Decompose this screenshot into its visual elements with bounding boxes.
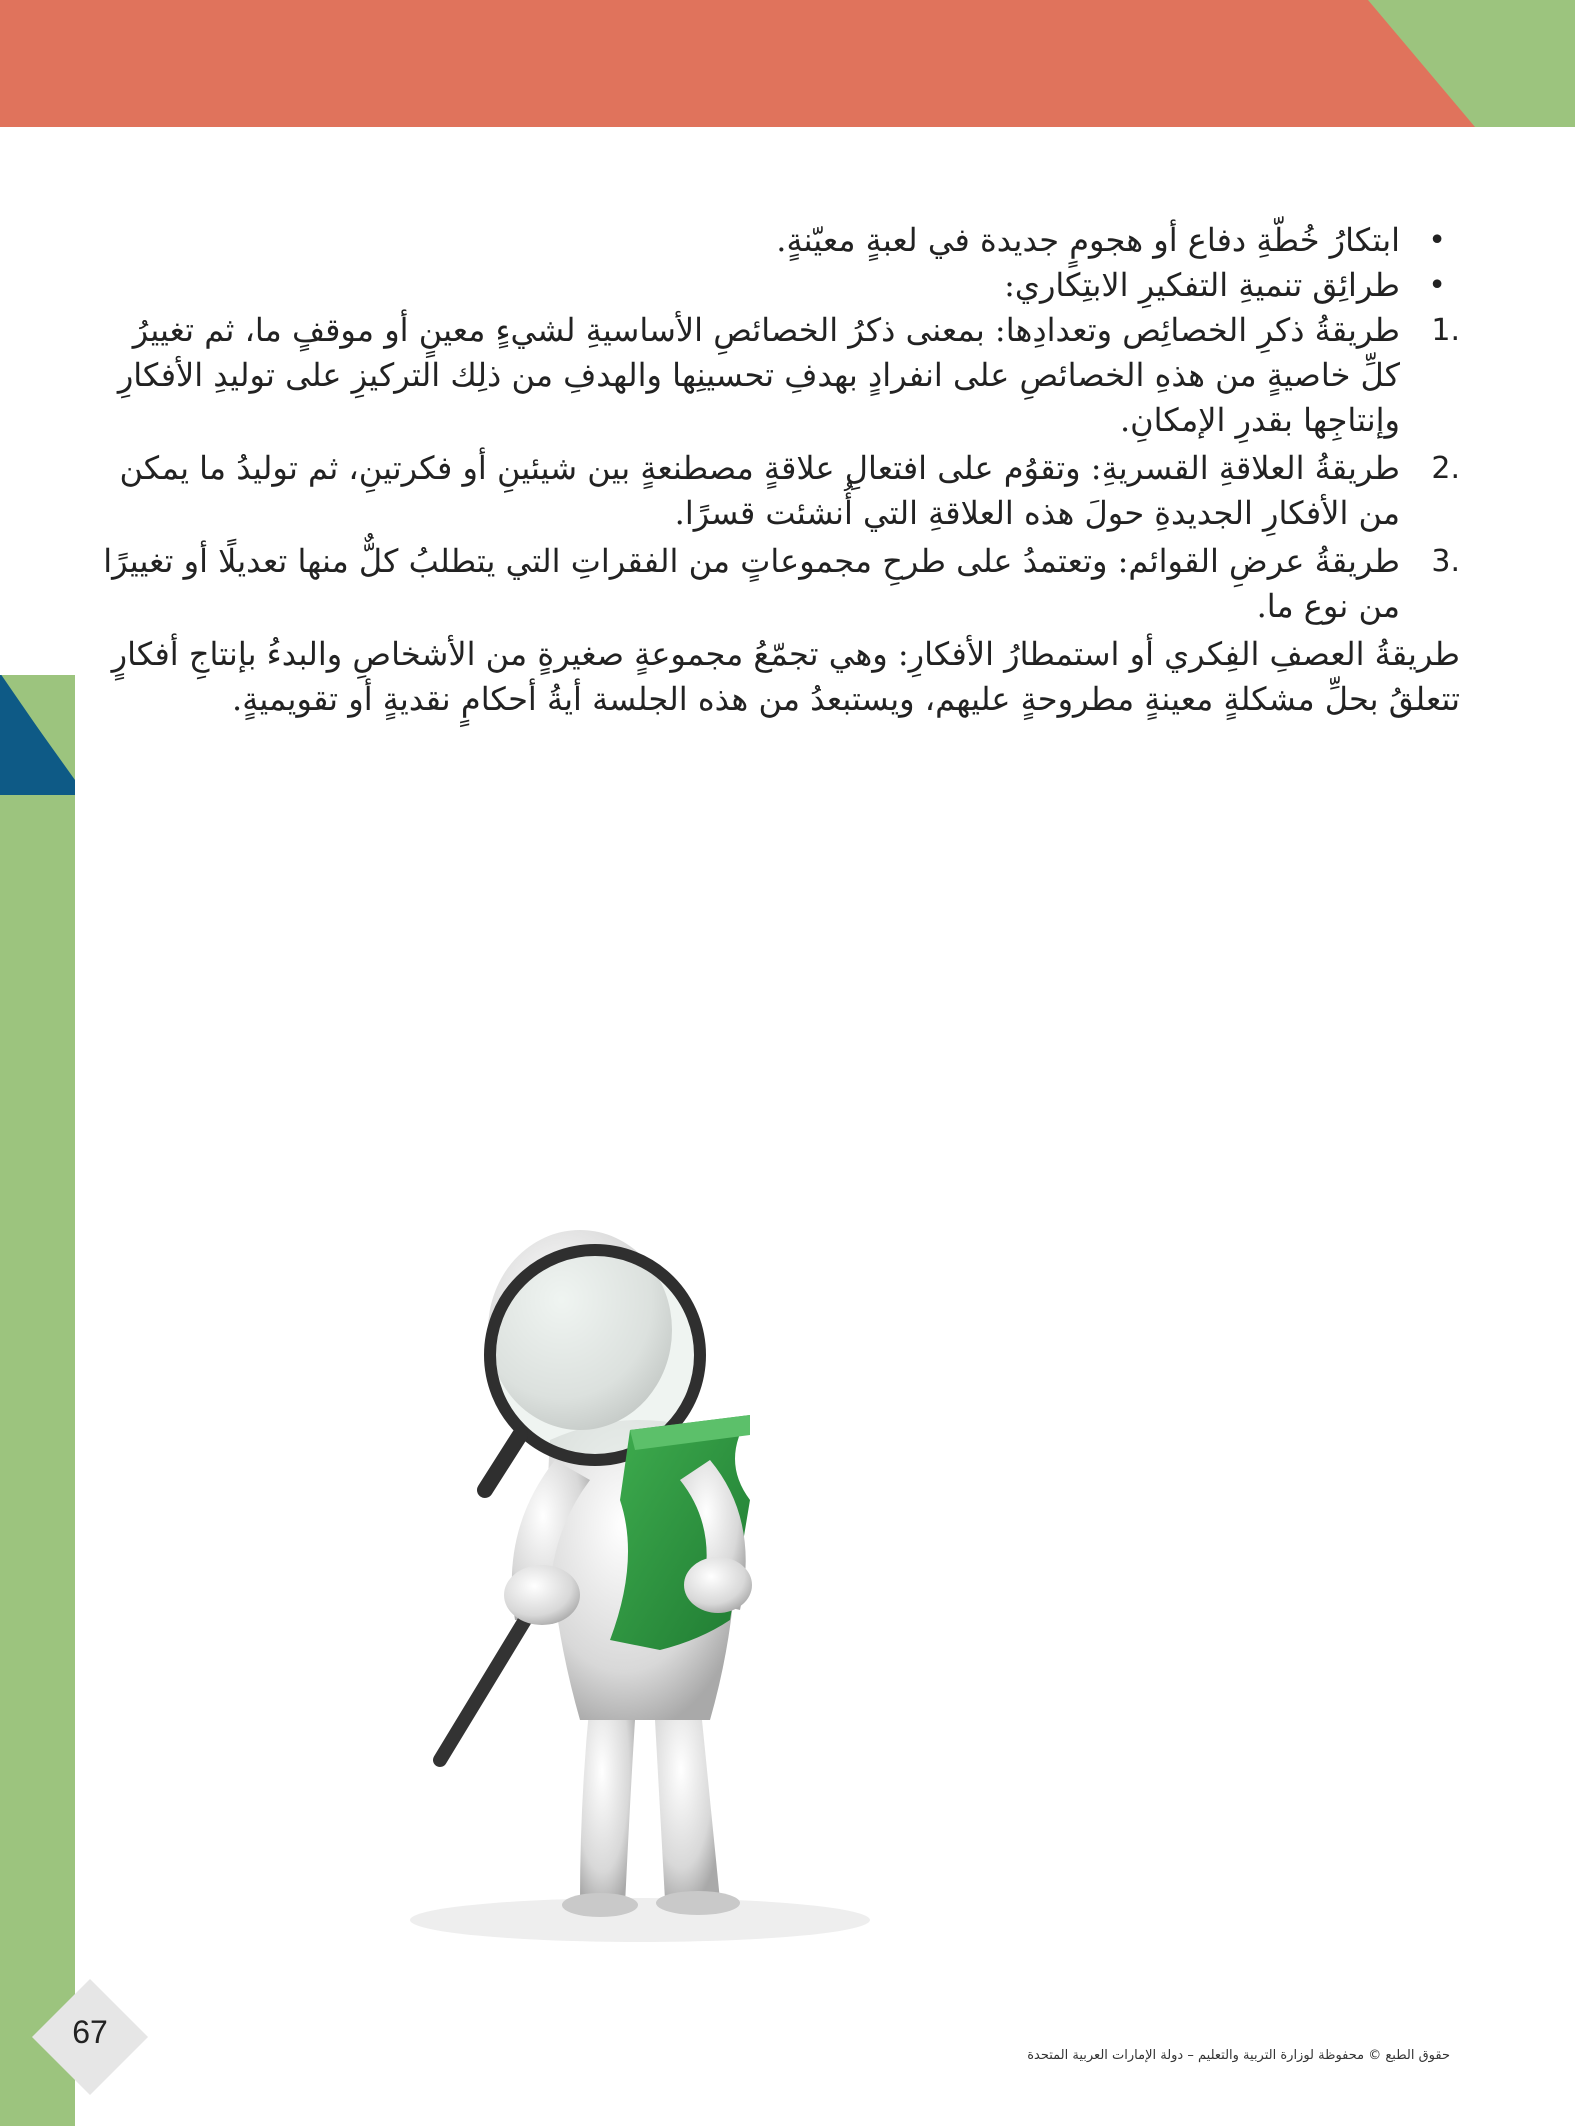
bullet-list (100, 218, 1460, 308)
method-number: 3. (1431, 544, 1460, 579)
page-number: 67 (72, 2014, 108, 2050)
method-item (100, 308, 1460, 443)
methods-list (100, 308, 1460, 629)
method-number: 1. (1431, 313, 1460, 348)
method-text: طريقةُ ذكرِ الخصائِص وتعدادِها: بمعنى ذكرُ الخصائصِ الأساسيةِ لشيءٍ معينٍ أو موقفٍ ما، ثم تغييرُ كلِّ خاصيةٍ من هذهِ الخصائصِ على انفرادٍ بهدفِ تحسينِها والهدفِ من ذلِك التركيزِ على توليدِ الأفكارِ وإنتاجِها بقدرِ الإمكانِ. (117, 311, 1400, 439)
person-magnifier-illustration (280, 1200, 1000, 1960)
method-item (100, 446, 1460, 536)
method-number: 2. (1431, 451, 1460, 486)
method-text: طريقةُ العلاقةِ القسريةِ: وتقوُم على افتعالِ علاقةٍ مصطنعةٍ بين شيئينِ أو فكرتينِ، ثم توليدُ ما يمكن من الأفكارِ الجديدةِ حولَ هذه العلاقةِ التي أُنشئت قسرًا. (119, 449, 1400, 532)
copyright-footer: حقوق الطبع © محفوظة لوزارة التربية والتعليم – دولة الإمارات العربية المتحدة (1027, 2048, 1450, 2063)
header-banner (0, 0, 1575, 127)
side-strip (0, 675, 75, 2126)
brainstorm-paragraph: طريقةُ العصفِ الفِكري أو استمطارُ الأفكارِ: وهي تجمّعُ مجموعةٍ صغيرةٍ من الأشخاصِ والبدءُ بإنتاجِ أفكارٍ تتعلقُ بحلِّ مشكلةٍ معينةٍ مطروحةٍ عليهم، ويستبعدُ من هذه الجلسة أيةُ أحكامٍ نقديةٍ أو تقويميةٍ. (111, 635, 1460, 718)
method-item (100, 539, 1460, 629)
lesson-content (100, 218, 1460, 722)
bullet-item: • طرائِق تنميةِ التفكيرِ الابتِكاري: (100, 263, 1460, 308)
bullet-item: • ابتكارُ خُطّةِ دفاع أو هجومٍ جديدة في لعبةٍ معيّنةٍ. (100, 218, 1460, 263)
method-text: طريقةُ عرضِ القوائم: وتعتمدُ على طرحِ مجموعاتٍ من الفقراتِ التي يتطلبُ كلٌّ منها تعديلًا أو تغييرًا من نوع ما. (103, 542, 1400, 625)
